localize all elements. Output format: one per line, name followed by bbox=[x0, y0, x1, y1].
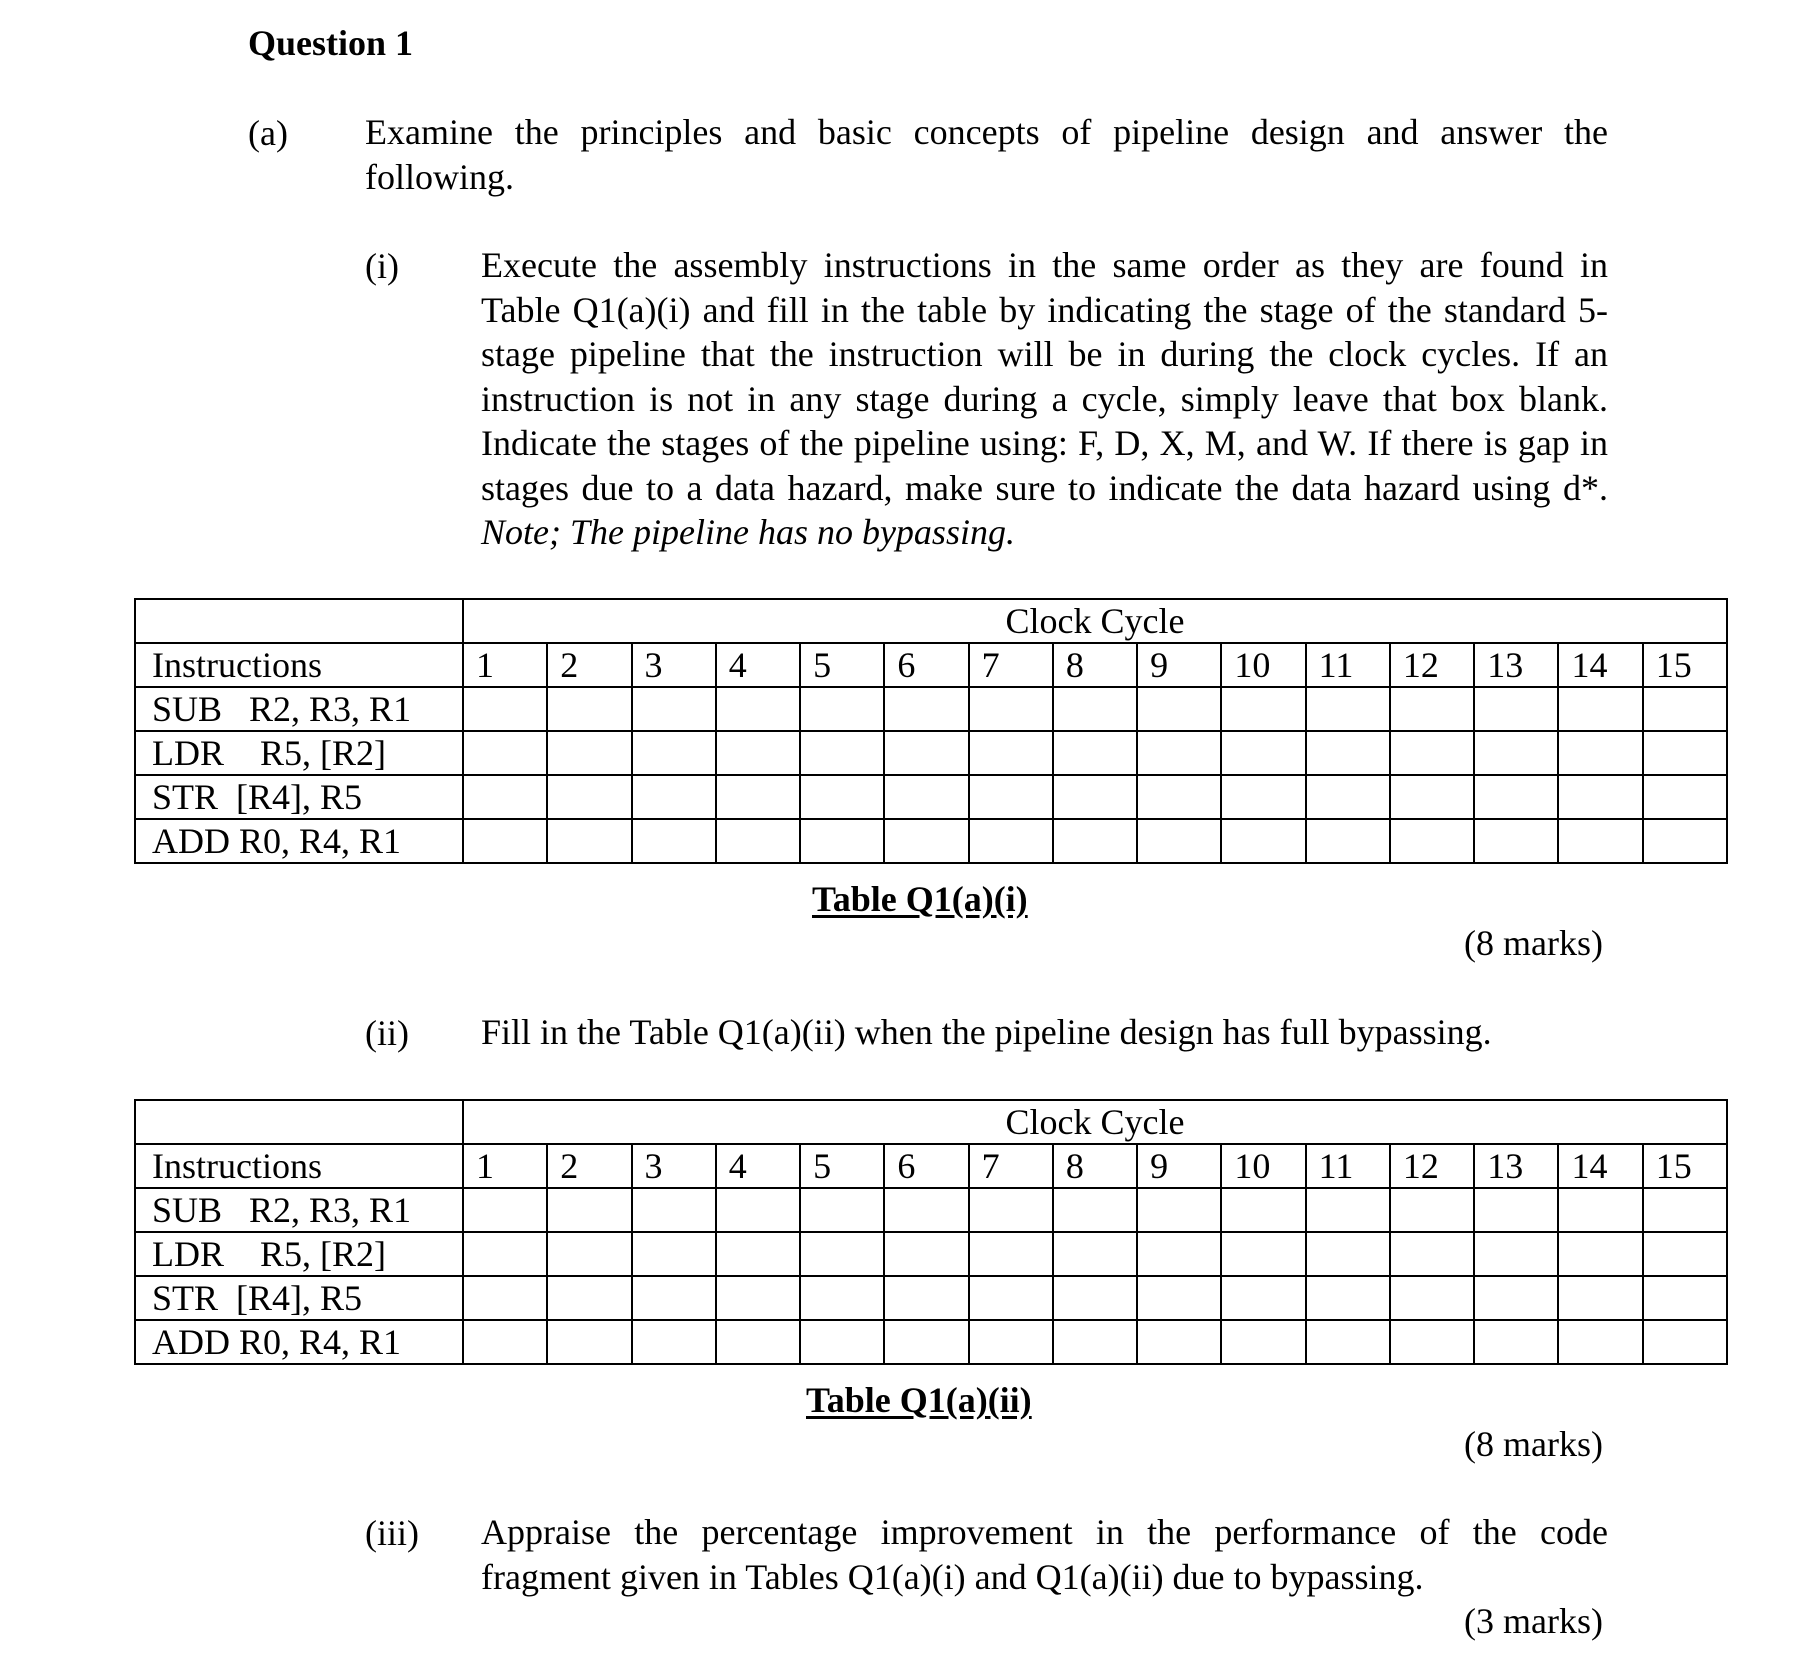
stage-cell[interactable] bbox=[1053, 1232, 1137, 1276]
stage-cell[interactable] bbox=[1643, 775, 1727, 819]
stage-cell[interactable] bbox=[1390, 819, 1474, 863]
header-blank-cell bbox=[135, 1100, 463, 1144]
cycle-number-11: 11 bbox=[1306, 643, 1390, 687]
stage-cell[interactable] bbox=[1221, 687, 1305, 731]
stage-cell[interactable] bbox=[969, 1276, 1053, 1320]
stage-cell[interactable] bbox=[632, 1276, 716, 1320]
stage-cell[interactable] bbox=[463, 819, 547, 863]
cycle-number-13: 13 bbox=[1474, 1144, 1558, 1188]
stage-cell[interactable] bbox=[1137, 1188, 1221, 1232]
cycle-number-14: 14 bbox=[1558, 1144, 1642, 1188]
stage-cell[interactable] bbox=[463, 1232, 547, 1276]
stage-cell[interactable] bbox=[884, 1276, 968, 1320]
stage-cell[interactable] bbox=[1053, 819, 1137, 863]
stage-cell[interactable] bbox=[716, 687, 800, 731]
cycle-number-7: 7 bbox=[969, 643, 1053, 687]
stage-cell[interactable] bbox=[1053, 1320, 1137, 1364]
instruction-cell: LDR R5, [R2] bbox=[135, 1232, 463, 1276]
cycle-number-6: 6 bbox=[884, 1144, 968, 1188]
stage-cell[interactable] bbox=[1474, 687, 1558, 731]
pipeline-table-2 bbox=[134, 1099, 1728, 1365]
stage-cell[interactable] bbox=[1221, 1276, 1305, 1320]
cycle-number-5: 5 bbox=[800, 643, 884, 687]
cycle-number-2: 2 bbox=[547, 643, 631, 687]
cycle-number-10: 10 bbox=[1221, 643, 1305, 687]
stage-cell[interactable] bbox=[800, 1188, 884, 1232]
pipeline-table-1 bbox=[134, 598, 1728, 864]
stage-cell[interactable] bbox=[1306, 1232, 1390, 1276]
cycle-number-3: 3 bbox=[632, 643, 716, 687]
stage-cell[interactable] bbox=[463, 1276, 547, 1320]
stage-cell[interactable] bbox=[800, 1320, 884, 1364]
table-1-caption: Table Q1(a)(i) bbox=[812, 879, 1028, 919]
stage-cell[interactable] bbox=[884, 775, 968, 819]
stage-cell[interactable] bbox=[1474, 1232, 1558, 1276]
stage-cell[interactable] bbox=[1558, 775, 1642, 819]
stage-cell[interactable] bbox=[1643, 731, 1727, 775]
stage-cell[interactable] bbox=[969, 1232, 1053, 1276]
stage-cell[interactable] bbox=[1390, 1188, 1474, 1232]
stage-cell[interactable] bbox=[1390, 775, 1474, 819]
cycle-number-12: 12 bbox=[1390, 643, 1474, 687]
stage-cell[interactable] bbox=[547, 1232, 631, 1276]
stage-cell[interactable] bbox=[1643, 1276, 1727, 1320]
stage-cell[interactable] bbox=[1474, 731, 1558, 775]
instruction-cell: ADD R0, R4, R1 bbox=[135, 1320, 463, 1364]
stage-cell[interactable] bbox=[463, 1188, 547, 1232]
stage-cell[interactable] bbox=[884, 1232, 968, 1276]
cycle-number-5: 5 bbox=[800, 1144, 884, 1188]
stage-cell[interactable] bbox=[1306, 819, 1390, 863]
stage-cell[interactable] bbox=[1558, 1188, 1642, 1232]
stage-cell[interactable] bbox=[1474, 775, 1558, 819]
stage-cell[interactable] bbox=[969, 687, 1053, 731]
stage-cell[interactable] bbox=[1643, 687, 1727, 731]
stage-cell[interactable] bbox=[1643, 1188, 1727, 1232]
stage-cell[interactable] bbox=[632, 731, 716, 775]
stage-cell[interactable] bbox=[547, 1276, 631, 1320]
stage-cell[interactable] bbox=[800, 775, 884, 819]
stage-cell[interactable] bbox=[1137, 1276, 1221, 1320]
stage-cell[interactable] bbox=[800, 731, 884, 775]
stage-cell[interactable] bbox=[547, 819, 631, 863]
stage-cell[interactable] bbox=[884, 819, 968, 863]
stage-cell[interactable] bbox=[1306, 1320, 1390, 1364]
stage-cell[interactable] bbox=[632, 687, 716, 731]
cycle-number-8: 8 bbox=[1053, 1144, 1137, 1188]
stage-cell[interactable] bbox=[463, 687, 547, 731]
cycle-number-13: 13 bbox=[1474, 643, 1558, 687]
stage-cell[interactable] bbox=[716, 1320, 800, 1364]
stage-cell[interactable] bbox=[1474, 1188, 1558, 1232]
stage-cell[interactable] bbox=[716, 1232, 800, 1276]
cycle-number-15: 15 bbox=[1643, 643, 1727, 687]
instruction-cell: LDR R5, [R2] bbox=[135, 731, 463, 775]
table-row bbox=[135, 775, 1727, 819]
cycle-number-7: 7 bbox=[969, 1144, 1053, 1188]
clock-cycle-header: Clock Cycle bbox=[463, 1100, 1727, 1144]
sub-iii-marks: (3 marks) bbox=[1464, 1601, 1603, 1641]
stage-cell[interactable] bbox=[1643, 1232, 1727, 1276]
stage-cell[interactable] bbox=[547, 731, 631, 775]
part-a-text: Examine the principles and basic concepts of pipeline design and answer the following. bbox=[365, 112, 1608, 197]
stage-cell[interactable] bbox=[1390, 1232, 1474, 1276]
sub-i-note: Note; The pipeline has no bypassing. bbox=[481, 512, 1015, 552]
stage-cell[interactable] bbox=[1558, 1320, 1642, 1364]
stage-cell[interactable] bbox=[969, 775, 1053, 819]
cycle-number-10: 10 bbox=[1221, 1144, 1305, 1188]
stage-cell[interactable] bbox=[1474, 819, 1558, 863]
stage-cell[interactable] bbox=[1137, 1320, 1221, 1364]
stage-cell[interactable] bbox=[1390, 731, 1474, 775]
part-a-label: (a) bbox=[248, 113, 288, 153]
stage-cell[interactable] bbox=[1390, 1276, 1474, 1320]
sub-iii-label: (iii) bbox=[365, 1513, 419, 1553]
table-row bbox=[135, 1320, 1727, 1364]
stage-cell[interactable] bbox=[716, 775, 800, 819]
stage-cell[interactable] bbox=[1474, 1276, 1558, 1320]
stage-cell[interactable] bbox=[1558, 1232, 1642, 1276]
stage-cell[interactable] bbox=[632, 775, 716, 819]
stage-cell[interactable] bbox=[716, 1276, 800, 1320]
cycle-number-6: 6 bbox=[884, 643, 968, 687]
stage-cell[interactable] bbox=[1053, 731, 1137, 775]
stage-cell[interactable] bbox=[800, 1232, 884, 1276]
stage-cell[interactable] bbox=[1221, 819, 1305, 863]
cycle-number-8: 8 bbox=[1053, 643, 1137, 687]
cycle-number-9: 9 bbox=[1137, 1144, 1221, 1188]
stage-cell[interactable] bbox=[1221, 731, 1305, 775]
cycle-number-3: 3 bbox=[632, 1144, 716, 1188]
stage-cell[interactable] bbox=[547, 687, 631, 731]
instructions-header: Instructions bbox=[135, 1144, 463, 1188]
stage-cell[interactable] bbox=[1474, 1320, 1558, 1364]
stage-cell[interactable] bbox=[716, 819, 800, 863]
cycle-number-1: 1 bbox=[463, 643, 547, 687]
stage-cell[interactable] bbox=[547, 1188, 631, 1232]
table-row bbox=[135, 1276, 1727, 1320]
instruction-cell: STR [R4], R5 bbox=[135, 775, 463, 819]
stage-cell[interactable] bbox=[1137, 731, 1221, 775]
stage-cell[interactable] bbox=[1390, 1320, 1474, 1364]
sub-i-text bbox=[481, 243, 1608, 555]
stage-cell[interactable] bbox=[1137, 687, 1221, 731]
stage-cell[interactable] bbox=[716, 1188, 800, 1232]
stage-cell[interactable] bbox=[1306, 1188, 1390, 1232]
stage-cell[interactable] bbox=[1306, 731, 1390, 775]
cycle-number-2: 2 bbox=[547, 1144, 631, 1188]
table-row bbox=[135, 1188, 1727, 1232]
cycle-number-4: 4 bbox=[716, 1144, 800, 1188]
stage-cell[interactable] bbox=[800, 687, 884, 731]
cycle-number-12: 12 bbox=[1390, 1144, 1474, 1188]
stage-cell[interactable] bbox=[1221, 775, 1305, 819]
stage-cell[interactable] bbox=[463, 731, 547, 775]
stage-cell[interactable] bbox=[1137, 775, 1221, 819]
instruction-cell: SUB R2, R3, R1 bbox=[135, 687, 463, 731]
table-row bbox=[135, 687, 1727, 731]
stage-cell[interactable] bbox=[884, 1188, 968, 1232]
cycle-number-11: 11 bbox=[1306, 1144, 1390, 1188]
stage-cell[interactable] bbox=[1221, 1320, 1305, 1364]
stage-cell[interactable] bbox=[1306, 775, 1390, 819]
clock-cycle-header: Clock Cycle bbox=[463, 599, 1727, 643]
stage-cell[interactable] bbox=[1053, 775, 1137, 819]
stage-cell[interactable] bbox=[884, 731, 968, 775]
stage-cell[interactable] bbox=[547, 775, 631, 819]
stage-cell[interactable] bbox=[463, 775, 547, 819]
stage-cell[interactable] bbox=[632, 1320, 716, 1364]
question-title: Question 1 bbox=[248, 23, 414, 63]
stage-cell[interactable] bbox=[1558, 687, 1642, 731]
table-row bbox=[135, 819, 1727, 863]
stage-cell[interactable] bbox=[1558, 731, 1642, 775]
sub-i-body: Execute the assembly instructions in the same order as they are found in Table Q1(a)(i) and fill in the table by indicating the stage of the standard 5-stage pipeline that the instruction will be in during the clock cycles. If an instruction is not in any stage during a cycle, simply leave that box blank. Indicate the stages of the pipeline using: F, D, X, M, and W. If there is gap in stages due to a data hazard, make sure to indicate the data hazard using d*. bbox=[481, 245, 1608, 508]
stage-cell[interactable] bbox=[1306, 1276, 1390, 1320]
stage-cell[interactable] bbox=[1053, 1276, 1137, 1320]
stage-cell[interactable] bbox=[969, 819, 1053, 863]
stage-cell[interactable] bbox=[1221, 1188, 1305, 1232]
stage-cell[interactable] bbox=[1390, 687, 1474, 731]
stage-cell[interactable] bbox=[1643, 819, 1727, 863]
table-2-caption: Table Q1(a)(ii) bbox=[806, 1380, 1032, 1420]
stage-cell[interactable] bbox=[800, 1276, 884, 1320]
sub-iii-text: Appraise the percentage improvement in the performance of the code fragment given in Tables Q1(a)(i) and Q1(a)(ii) due to bypassing. bbox=[481, 1512, 1608, 1597]
stage-cell[interactable] bbox=[1137, 1232, 1221, 1276]
stage-cell[interactable] bbox=[800, 819, 884, 863]
cycle-number-15: 15 bbox=[1643, 1144, 1727, 1188]
stage-cell[interactable] bbox=[1306, 687, 1390, 731]
stage-cell[interactable] bbox=[1053, 687, 1137, 731]
stage-cell[interactable] bbox=[884, 687, 968, 731]
stage-cell[interactable] bbox=[969, 1320, 1053, 1364]
stage-cell[interactable] bbox=[463, 1320, 547, 1364]
table-row bbox=[135, 1232, 1727, 1276]
sub-i-label: (i) bbox=[365, 246, 399, 286]
stage-cell[interactable] bbox=[1221, 1232, 1305, 1276]
cycle-number-1: 1 bbox=[463, 1144, 547, 1188]
sub-ii-text: Fill in the Table Q1(a)(ii) when the pipeline design has full bypassing. bbox=[481, 1012, 1492, 1052]
stage-cell[interactable] bbox=[547, 1320, 631, 1364]
table-2-marks: (8 marks) bbox=[1464, 1424, 1603, 1464]
stage-cell[interactable] bbox=[1558, 1276, 1642, 1320]
instructions-header: Instructions bbox=[135, 643, 463, 687]
stage-cell[interactable] bbox=[632, 819, 716, 863]
stage-cell[interactable] bbox=[969, 1188, 1053, 1232]
cycle-number-4: 4 bbox=[716, 643, 800, 687]
stage-cell[interactable] bbox=[1053, 1188, 1137, 1232]
cycle-number-14: 14 bbox=[1558, 643, 1642, 687]
table-1-marks: (8 marks) bbox=[1464, 923, 1603, 963]
stage-cell[interactable] bbox=[1137, 819, 1221, 863]
stage-cell[interactable] bbox=[969, 731, 1053, 775]
stage-cell[interactable] bbox=[1558, 819, 1642, 863]
stage-cell[interactable] bbox=[716, 731, 800, 775]
instruction-cell: ADD R0, R4, R1 bbox=[135, 819, 463, 863]
stage-cell[interactable] bbox=[632, 1188, 716, 1232]
cycle-number-9: 9 bbox=[1137, 643, 1221, 687]
header-blank-cell bbox=[135, 599, 463, 643]
instruction-cell: STR [R4], R5 bbox=[135, 1276, 463, 1320]
stage-cell[interactable] bbox=[632, 1232, 716, 1276]
table-row bbox=[135, 731, 1727, 775]
instruction-cell: SUB R2, R3, R1 bbox=[135, 1188, 463, 1232]
stage-cell[interactable] bbox=[884, 1320, 968, 1364]
sub-ii-label: (ii) bbox=[365, 1013, 409, 1053]
stage-cell[interactable] bbox=[1643, 1320, 1727, 1364]
